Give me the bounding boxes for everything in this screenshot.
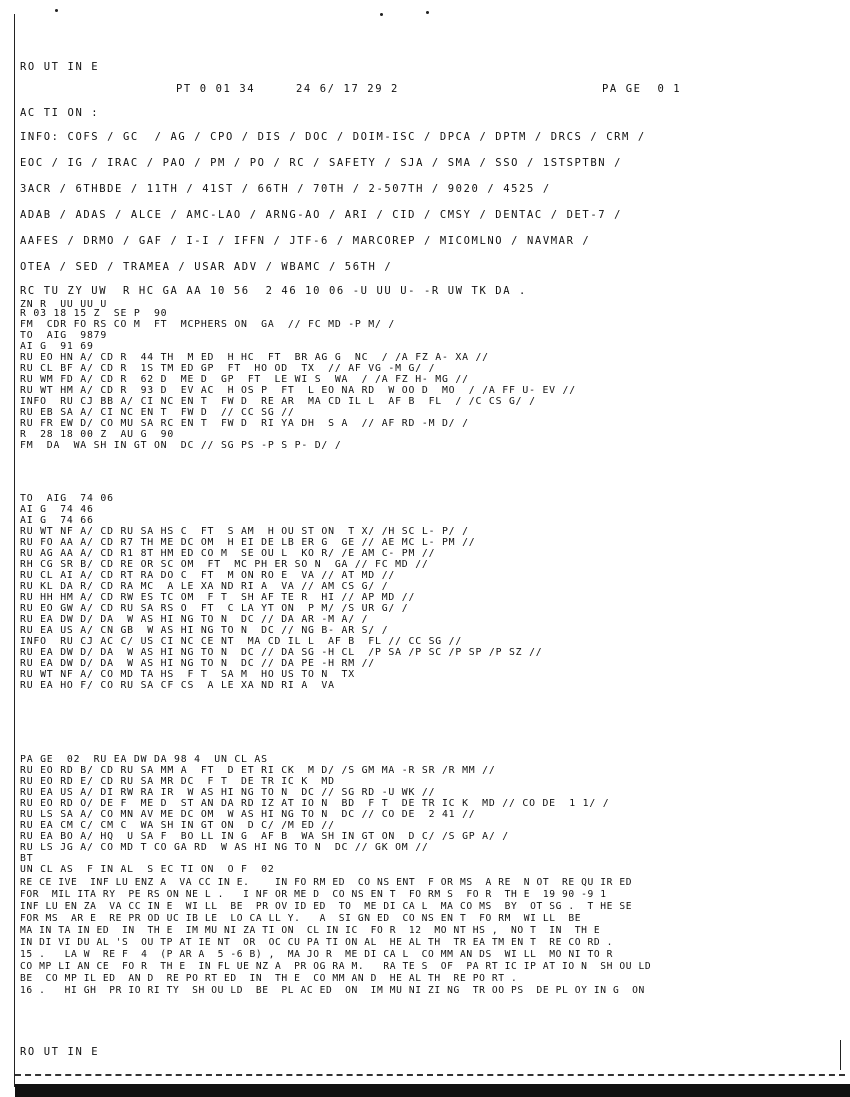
page-label: PA GE 0 1 xyxy=(602,83,682,95)
header-line: FM DA WA SH IN GT ON DC // SG PS -P S P- D/ / xyxy=(20,440,342,451)
distribution-line: RU EO GW A/ CD RU SA RS O FT C LA YT ON P M/ /S UR G/ / xyxy=(20,603,409,614)
header-line: RU EB SA A/ CI NC EN T FW D // CC SG // xyxy=(20,407,295,418)
info-line: AAFES / DRMO / GAF / I-I / IFFN / JTF-6 / MARCOREP / MICOMLNO / NAVMAR / xyxy=(20,235,591,247)
page2-line: RU LS SA A/ CO MN AV ME DC OM W AS HI NG TO N DC // CO DE 2 41 // xyxy=(20,809,476,820)
info-line: INFO: COFS / GC / AG / CPO / DIS / DOC / DOIM-ISC / DPCA / DPTM / DRCS / CRM / xyxy=(20,131,646,143)
body-line: 16 . HI GH PR IO RI TY SH OU LD BE PL AC ED ON IM MU NI ZI NG TR OO PS DE PL OY IN G ON xyxy=(20,985,645,996)
precedence-bottom: RO UT IN E xyxy=(20,1046,100,1058)
routing-line: RC TU ZY UW R HC GA AA 10 56 2 46 10 06 -U UU U- -R UW TK DA . xyxy=(20,285,527,297)
distribution-line: RU KL DA R/ CD RA MC A LE XA ND RI A VA // AM CS G/ / xyxy=(20,581,389,592)
header-line: R 28 18 00 Z AU G 90 xyxy=(20,429,175,440)
header-line: RU CL BF A/ CD R 1S TM ED GP FT HO OD TX // AF VG -M G/ / xyxy=(20,363,436,374)
top-punch-marks xyxy=(0,6,850,16)
header-line: AI G 91 69 xyxy=(20,341,94,352)
distribution-line: RU EA DW D/ DA W AS HI NG TO N DC // DA SG -H CL /P SA /P SC /P SP /P SZ // xyxy=(20,647,543,658)
body-line: FOR MIL ITA RY PE RS ON NE L . I NF OR ME D CO NS EN T FO RM S FO R TH E 19 90 -9 1 xyxy=(20,889,607,900)
distribution-line: INFO RU CJ AC C/ US CI NC CE NT MA CD IL L AF B FL // CC SG // xyxy=(20,636,463,647)
page2-line: RU EO RD B/ CD RU SA MM A FT D ET RI CK M D/ /S GM MA -R SR /R MM // xyxy=(20,765,496,776)
page2-line: RU EA US A/ DI RW RA IR W AS HI NG TO N DC // SG RD -U WK // xyxy=(20,787,436,798)
distribution-line: RU CL AI A/ CD RT RA DO C FT M ON RO E VA // AT MD // xyxy=(20,570,396,581)
distribution-line: RU EA DW D/ DA W AS HI NG TO N DC // DA PE -H RM // xyxy=(20,658,376,669)
tear-line xyxy=(15,1074,845,1076)
info-line: EOC / IG / IRAC / PAO / PM / PO / RC / SAFETY / SJA / SMA / SSO / 1STSPTBN / xyxy=(20,157,623,169)
distribution-line: RU WT NF A/ CO MD TA HS F T SA M HO US TO N TX xyxy=(20,669,355,680)
body-line: IN DI VI DU AL 'S OU TP AT IE NT OR OC CU PA TI ON AL HE AL TH TR EA TM EN T RE CO RD . xyxy=(20,937,613,948)
info-line: 3ACR / 6THBDE / 11TH / 41ST / 66TH / 70TH / 2-507TH / 9020 / 4525 / xyxy=(20,183,551,195)
header-line: RU WT HM A/ CD R 93 D EV AC H OS P FT L EO NA RD W OO D MO / /A FF U- EV // xyxy=(20,385,576,396)
distribution-line: RU FO AA A/ CD R7 TH ME DC OM H EI DE LB ER G GE // AE MC L- PM // xyxy=(20,537,476,548)
punch-mark xyxy=(380,13,383,16)
body-line: RE CE IVE INF LU ENZ A VA CC IN E. IN FO RM ED CO NS ENT F OR MS A RE N OT RE QU IR ED xyxy=(20,877,633,888)
header-line: FM CDR FO RS CO M FT MCPHERS ON GA // FC MD -P M/ / xyxy=(20,319,396,330)
header-line: RU FR EW D/ CO MU SA RC EN T FW D RI YA DH S A // AF RD -M D/ / xyxy=(20,418,469,429)
body-line: 15 . LA W RE F 4 (P AR A 5 -6 B) , MA JO R ME DI CA L CO MM AN DS WI LL MO NI TO R xyxy=(20,949,613,960)
page2-line: RU LS JG A/ CO MD T CO GA RD W AS HI NG TO N DC // GK OM // xyxy=(20,842,429,853)
body-line: MA IN TA IN ED IN TH E IM MU NI ZA TI ON CL IN IC FO R 12 MO NT HS , NO T IN TH E xyxy=(20,925,601,936)
info-line: OTEA / SED / TRAMEA / USAR ADV / WBAMC / 56TH / xyxy=(20,261,393,273)
body-line: BE CO MP IL ED AN D RE PO RT ED IN TH E CO MM AN D HE AL TH RE PO RT . xyxy=(20,973,518,984)
header-line: R 03 18 15 Z SE P 90 xyxy=(20,308,168,319)
page2-line: BT xyxy=(20,853,34,864)
precedence-top: RO UT IN E xyxy=(20,61,100,73)
distribution-line: RU HH HM A/ CD RW ES TC OM F T SH AF TE R HI // AP MD // xyxy=(20,592,416,603)
header-line: RU WM FD A/ CD R 62 D ME D GP FT LE WI S WA / /A FZ H- MG // xyxy=(20,374,469,385)
page2-line: UN CL AS F IN AL S EC TI ON O F 02 xyxy=(20,864,275,875)
punch-mark xyxy=(55,9,58,12)
action-label: AC TI ON : xyxy=(20,107,100,119)
distribution-line: AI G 74 46 xyxy=(20,504,94,515)
header-line: INFO RU CJ BB A/ CI NC EN T FW D RE AR MA CD IL L AF B FL / /C CS G/ / xyxy=(20,396,536,407)
message-id: PT 0 01 34 xyxy=(176,83,256,95)
page2-line: RU EA BO A/ HQ U SA F BO LL IN G AF B WA SH IN GT ON D C/ /S GP A/ / xyxy=(20,831,509,842)
header-line: RU EO HN A/ CD R 44 TH M ED H HC FT BR AG G NC / /A FZ A- XA // xyxy=(20,352,489,363)
page2-line: RU EA CM C/ CM C WA SH IN GT ON D C/ /M ED // xyxy=(20,820,335,831)
header-line: ZN R UU UU U xyxy=(20,299,108,310)
distribution-line: RU EA US A/ CN GB W AS HI NG TO N DC // NG B- AR S/ / xyxy=(20,625,389,636)
distribution-line: RU EA HO F/ CO RU SA CF CS A LE XA ND RI A VA xyxy=(20,680,335,691)
distribution-line: TO AIG 74 06 xyxy=(20,493,114,504)
header-line: TO AIG 9879 xyxy=(20,330,108,341)
page-edge xyxy=(840,1040,841,1070)
distribution-line: RU AG AA A/ CD R1 8T HM ED CO M SE OU L KO R/ /E AM C- PM // xyxy=(20,548,436,559)
info-line: ADAB / ADAS / ALCE / AMC-LAO / ARNG-AO / ARI / CID / CMSY / DENTAC / DET-7 / xyxy=(20,209,623,221)
distribution-line: AI G 74 66 xyxy=(20,515,94,526)
punch-mark xyxy=(426,11,429,14)
body-line: INF LU EN ZA VA CC IN E WI LL BE PR OV ID ED TO ME DI CA L MA CO MS BY OT SG . T HE SE xyxy=(20,901,633,912)
body-line: FOR MS AR E RE PR OD UC IB LE LO CA LL Y. A SI GN ED CO NS EN T FO RM WI LL BE xyxy=(20,913,582,924)
date-time-group: 24 6/ 17 29 2 xyxy=(296,83,399,95)
page2-line: RU EO RD O/ DE F ME D ST AN DA RD IZ AT IO N BD F T DE TR IC K MD // CO DE 1 1/ / xyxy=(20,798,610,809)
distribution-line: RH CG SR B/ CD RE OR SC OM FT MC PH ER SO N GA // FC MD // xyxy=(20,559,429,570)
distribution-line: RU EA DW D/ DA W AS HI NG TO N DC // DA AR -M A/ / xyxy=(20,614,369,625)
page2-line: RU EO RD E/ CD RU SA MR DC F T DE TR IC K MD xyxy=(20,776,335,787)
body-line: CO MP LI AN CE FO R TH E IN FL UE NZ A PR OG RA M. RA TE S OF PA RT IC IP AT IO N SH OU LD xyxy=(20,961,652,972)
page2-line: PA GE 02 RU EA DW DA 98 4 UN CL AS xyxy=(20,754,268,765)
distribution-line: RU WT NF A/ CD RU SA HS C FT S AM H OU ST ON T X/ /H SC L- P/ / xyxy=(20,526,469,537)
page-bottom-edge xyxy=(15,1084,850,1097)
